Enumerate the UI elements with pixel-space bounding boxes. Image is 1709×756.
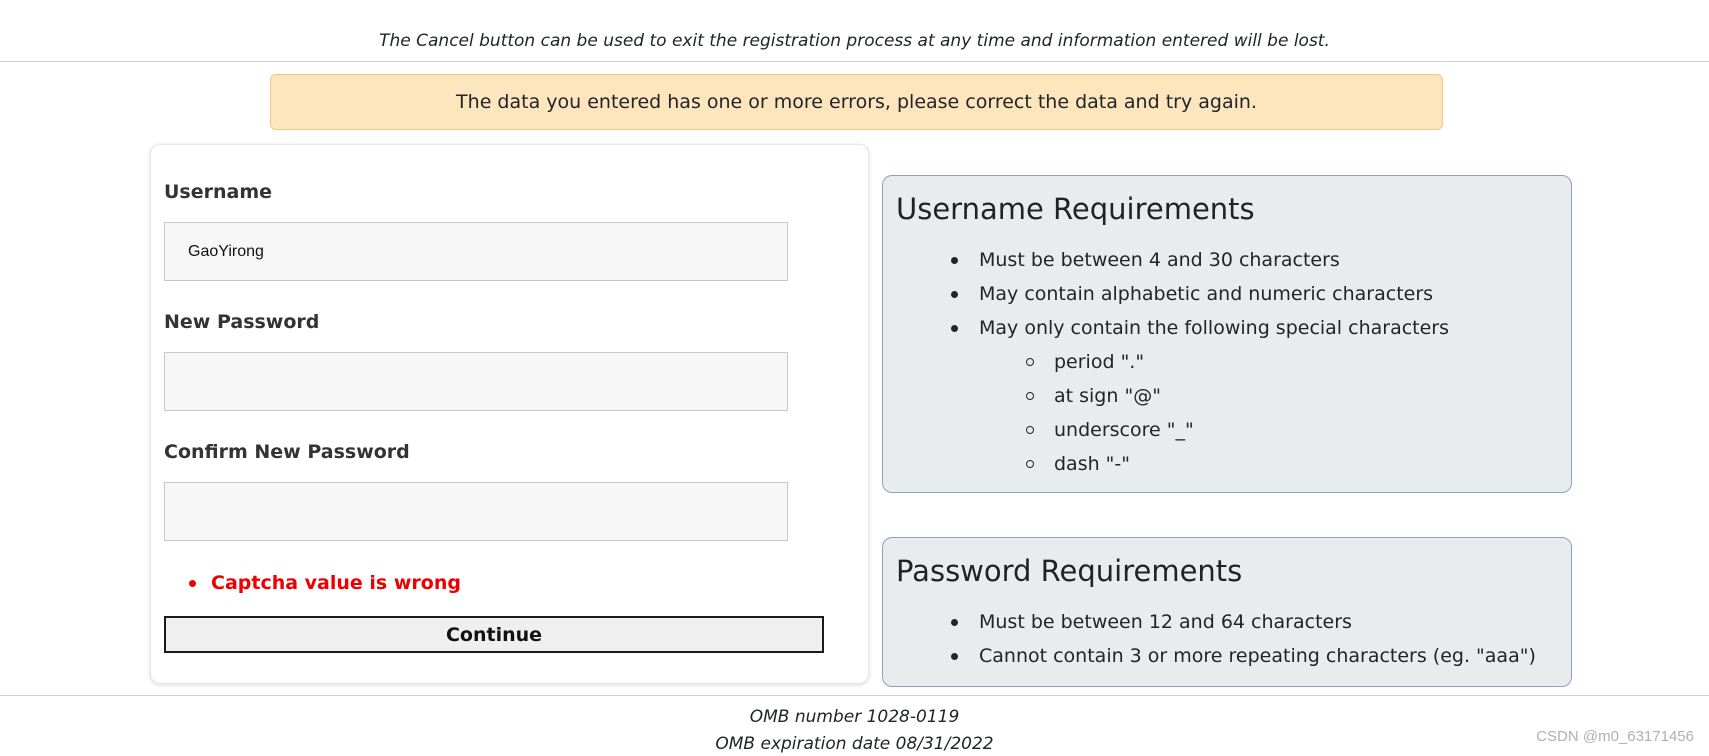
confirm-password-input[interactable] bbox=[164, 482, 788, 541]
list-item bbox=[979, 243, 1449, 277]
password-requirements-list bbox=[979, 605, 1536, 673]
form-error-list bbox=[189, 571, 461, 595]
special-char-text: period "." bbox=[1054, 351, 1145, 373]
bullet-icon bbox=[951, 653, 958, 660]
circle-bullet-icon bbox=[1026, 426, 1034, 434]
special-characters-list bbox=[1054, 345, 1194, 481]
page-footer bbox=[0, 695, 1709, 756]
username-requirements-list bbox=[979, 243, 1449, 345]
requirement-text: Must be between 4 and 30 characters bbox=[979, 249, 1340, 271]
new-password-label: New Password bbox=[164, 311, 320, 333]
list-item bbox=[1054, 447, 1194, 481]
list-item bbox=[979, 639, 1536, 673]
bullet-icon bbox=[951, 325, 958, 332]
cancel-info-note: The Cancel button can be used to exit the registration process at any time and information entered will be lost. bbox=[0, 0, 1709, 62]
captcha-error-text: Captcha value is wrong bbox=[211, 572, 461, 594]
circle-bullet-icon bbox=[1026, 392, 1034, 400]
error-bullet-icon bbox=[189, 580, 196, 587]
password-requirements-card bbox=[882, 537, 1572, 687]
list-item bbox=[1054, 345, 1194, 379]
bullet-icon bbox=[951, 619, 958, 626]
omb-expiration-date: OMB expiration date 08/31/2022 bbox=[715, 734, 994, 754]
list-item bbox=[1054, 413, 1194, 447]
special-char-text: dash "-" bbox=[1054, 453, 1131, 475]
username-input[interactable] bbox=[164, 222, 788, 281]
requirement-text: May contain alphabetic and numeric characters bbox=[979, 283, 1434, 305]
bullet-icon bbox=[951, 291, 958, 298]
bullet-icon bbox=[951, 257, 958, 264]
registration-form-card bbox=[150, 144, 869, 684]
list-item bbox=[979, 605, 1536, 639]
list-item bbox=[979, 277, 1449, 311]
circle-bullet-icon bbox=[1026, 358, 1034, 366]
continue-button[interactable]: Continue bbox=[164, 616, 824, 653]
omb-number: OMB number 1028-0119 bbox=[749, 707, 960, 727]
requirement-text: Must be between 12 and 64 characters bbox=[979, 611, 1352, 633]
special-char-text: at sign "@" bbox=[1054, 385, 1161, 407]
username-requirements-title: Username Requirements bbox=[896, 192, 1255, 226]
list-item bbox=[979, 311, 1449, 345]
username-requirements-card bbox=[882, 175, 1572, 493]
requirement-text: May only contain the following special characters bbox=[979, 317, 1450, 339]
requirement-text: Cannot contain 3 or more repeating characters (eg. "aaa") bbox=[979, 645, 1536, 667]
password-requirements-title: Password Requirements bbox=[896, 554, 1243, 588]
list-item bbox=[1054, 379, 1194, 413]
circle-bullet-icon bbox=[1026, 460, 1034, 468]
csdn-watermark: CSDN @m0_63171456 bbox=[1536, 728, 1694, 745]
error-alert-banner: The data you entered has one or more errors, please correct the data and try again. bbox=[270, 74, 1443, 130]
confirm-password-label: Confirm New Password bbox=[164, 441, 410, 463]
captcha-error-message bbox=[189, 571, 461, 595]
special-char-text: underscore "_" bbox=[1054, 419, 1194, 441]
username-label: Username bbox=[164, 181, 273, 203]
new-password-input[interactable] bbox=[164, 352, 788, 411]
